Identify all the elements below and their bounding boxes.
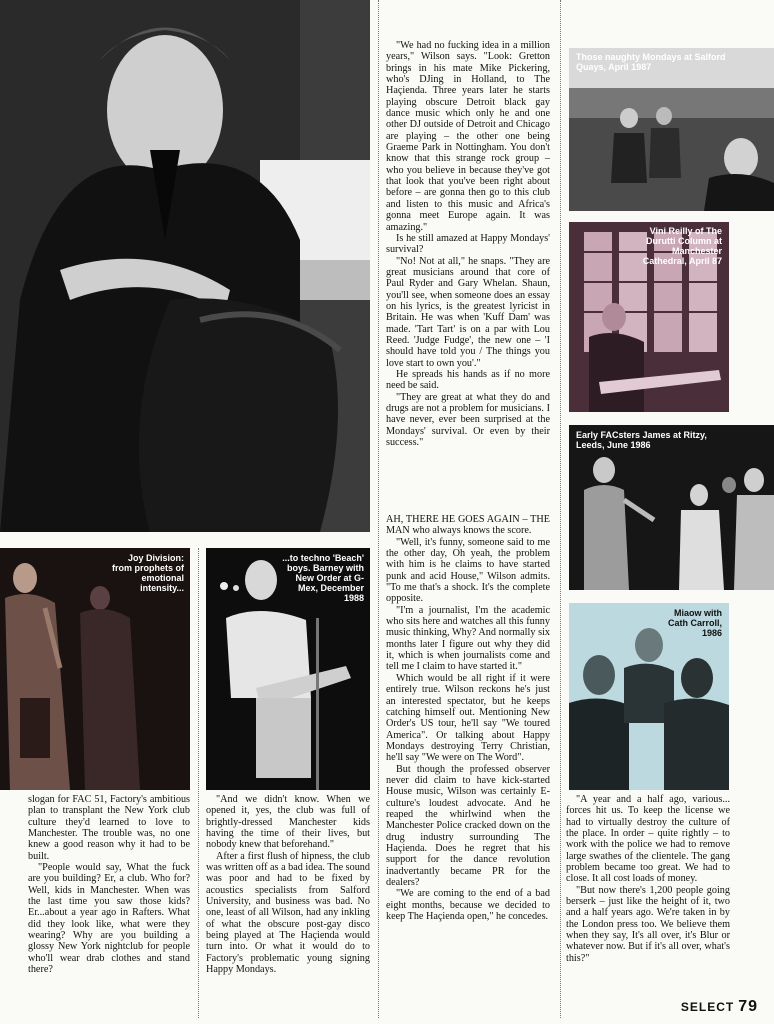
portrait-photo — [0, 0, 370, 532]
article-paragraph: But though the professed observer never did claim to have kick-started House music, Wilson was certainly E-culture's loudest advocate. And he reaped the whirlwind when the Manchester Police cracked down on the drug industry surrounding The Haçienda. Does he regret that his support for the dance revolution inadvertantly became PR for the dealers? — [386, 763, 550, 888]
happy-mondays-photo — [569, 48, 774, 211]
article-paragraph: "No! Not at all," he snaps. "They are great musicians around that core of Paul Ryder and Gary Whelan. Shaun, you'll see, when someone does an essay on his lyrics, is the greatest lyricist in Britain. He was when 'Kuff Dam' was made. 'Tart Tart' is on a par with Lou Reed. 'Judge Fudge', the new one – 'I should have told you / The things you love start to own you'." — [386, 255, 550, 369]
article-column-3 — [386, 40, 550, 448]
article-paragraph: slogan for FAC 51, Factory's ambitious plan to transplant the New York club culture they'd learned to love to Manchester. The trouble was, no one knew a good reason why it had to be built. — [28, 794, 190, 862]
article-paragraph: "They are great at what they do and drugs are not a problem for musicians. I have never, ever been surprised at the Mondays' survival. Or even by their success." — [386, 391, 550, 449]
article-paragraph: "And we didn't know. When we opened it, yes, the club was full of brightly-dressed Manchester kids having the time of their lives, but nobody knew that beforehand." — [206, 794, 370, 851]
portrait-photo-art — [0, 0, 370, 532]
magazine-name: SELECT — [680, 1000, 735, 1014]
article-paragraph: After a first flush of hipness, the club was written off as a bad idea. The sound was poor and had to be fixed by acoustics specialists from Salford University, and business was bad. No one, least of all Wilson, had any inkling of what the obscure post-gay disco being played at The Haçienda would turn into. Or what it would do to Factory's problematic young signing Happy Mondays. — [206, 850, 370, 976]
james-caption: Early FACsters James at Ritzy, Leeds, June 1986 — [576, 430, 707, 450]
column-divider — [378, 0, 379, 1018]
page-number: 79 — [738, 998, 758, 1015]
article-paragraph: "We had no fucking idea in a million years," Wilson says. "Look: Gretton brings in his mate Mike Pickering, who's DJing in Holland, to The Haçienda. Three years later he starts playing obscure Detroit black gay dance music which only he and one other DJ outside of Detroit and Chicago are playing – the other one being Graeme Park in Nottingham. You don't know that this strange rock group – who you believe in because they've got that look that you've been right about before – are gonna then go to this club and listen to this music and Africa's gonna meet Europe again. It was amazing." — [386, 40, 550, 233]
joy-division-caption: Joy Division: from prophets of emotional intensity... — [112, 553, 184, 593]
new-order-caption: ...to techno 'Beach' boys. Barney with New Order at G-Mex, December 1988 — [282, 553, 364, 603]
article-column-3-section — [386, 514, 550, 922]
article-column-2 — [206, 794, 370, 976]
happy-mondays-photo-art — [569, 48, 774, 211]
happy-mondays-caption: Those naughty Mondays at Salford Quays, April 1987 — [576, 52, 726, 72]
article-paragraph: He spreads his hands as if no more need be said. — [386, 368, 550, 392]
section-lead-in: AH, THERE HE GOES AGAIN – THE MAN who always knows the score. — [386, 514, 550, 537]
miaow-caption: Miaow with Cath Carroll, 1986 — [667, 608, 722, 638]
article-paragraph: "I'm a journalist, I'm the academic who sits here and watches all this funny music thinking, Why? And normally six months later I figure out why they did it, which is when journalists come and tell me I claim to have started it." — [386, 604, 550, 673]
article-column-4 — [566, 794, 730, 964]
article-paragraph: "People would say, What the fuck are you building? Er, a club. Who for? Well, kids in Manchester. When was the last time you saw those kids? Er...about a year ago in Rafters. What did they look like, what were they wearing? Why are you building a glossy New York nightclub for people who'll wear drab clothes and stand there? — [28, 862, 190, 976]
article-column-1 — [28, 794, 190, 976]
article-paragraph: "Well, it's funny, someone said to me the other day, Oh yeah, the problem with him is he claims to have started punk and acid House," Wilson admits. "To me that's a shock. It's the complete opposite. — [386, 536, 550, 605]
durutti-caption: Vini Reilly of The Durutti Column at Manchester Cathedral, April 87 — [642, 226, 722, 266]
article-paragraph: "A year and a half ago, various... forces hit us. To keep the license we had to virtually destroy the culture of the place. In order – quite rightly – to work with the police we had to remove large swathes of the clientele. The gang problem became too great. We had to close. It all cost loads of money. — [566, 794, 730, 885]
page-footer — [681, 998, 758, 1016]
column-divider — [560, 0, 561, 1018]
article-paragraph: Is he still amazed at Happy Mondays' survival? — [386, 232, 550, 256]
column-divider — [198, 548, 199, 1018]
article-paragraph: "But now there's 1,200 people going berserk – just like the height of it, two and a half years ago. We're taken in by the London press too. We believe them when they say, It's all over, it's Blur or whatever now. But if it's all over, what's this?" — [566, 884, 730, 964]
article-paragraph: Which would be all right if it were entirely true. Wilson reckons he's just an interested spectator, but he keeps catching himself out. Mentioning New Order's US tour, he'll say "We toured America". Or talking about Happy Mondays destroying Terry Christian, he'll say "We were on The Word". — [386, 672, 550, 764]
article-paragraph: "We are coming to the end of a bad eight months, because we decided to keep The Haçienda open," he concedes. — [386, 888, 550, 923]
